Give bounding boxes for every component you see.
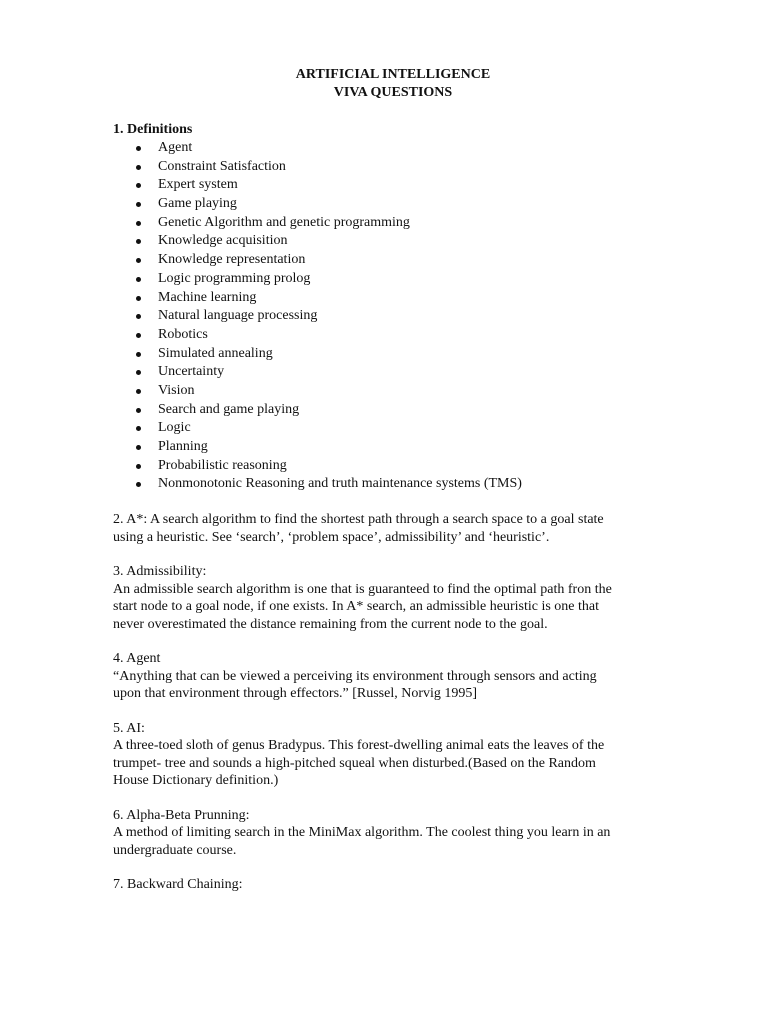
list-item <box>113 176 673 195</box>
bullet-icon <box>136 426 141 431</box>
entry-alpha-beta <box>113 807 673 860</box>
bullet-icon <box>136 408 141 413</box>
bullet-icon <box>136 314 141 319</box>
bullet-icon <box>136 333 141 338</box>
entry-line: “Anything that can be viewed a perceiving its environment through sensors and acting <box>113 668 597 684</box>
entry-heading: 3. Admissibility: <box>113 564 207 580</box>
entry-heading: 4. Agent <box>113 651 161 667</box>
entry-heading: 6. Alpha-Beta Prunning: <box>113 807 250 823</box>
bullet-icon <box>136 445 141 450</box>
entry-backward-chaining <box>113 876 673 894</box>
list-item <box>113 401 673 420</box>
bullet-icon <box>136 146 141 151</box>
list-item-label: Nonmonotonic Reasoning and truth maintenance systems (TMS) <box>158 476 522 492</box>
entry-line: A three-toed sloth of genus Bradypus. This forest-dwelling animal eats the leaves of the <box>113 738 605 754</box>
bullet-icon <box>136 277 141 282</box>
list-item-label: Vision <box>158 382 195 398</box>
list-item <box>113 307 673 326</box>
list-item <box>113 214 673 233</box>
bullet-icon <box>136 183 141 188</box>
bullet-icon <box>136 296 141 301</box>
bullet-icon <box>136 239 141 244</box>
list-item-label: Constraint Satisfaction <box>158 158 286 174</box>
bullet-icon <box>136 389 141 394</box>
entry-line: upon that environment through effectors.” [Russel, Norvig 1995] <box>113 686 478 702</box>
list-item <box>113 438 673 457</box>
section-definitions-heading: 1. Definitions <box>113 122 193 137</box>
entry-agent <box>113 650 673 703</box>
entry-heading: 5. AI: <box>113 720 145 736</box>
entry-line: trumpet- tree and sounds a high-pitched squeal when disturbed.(Based on the Random <box>113 755 596 771</box>
list-item <box>113 382 673 401</box>
document-page <box>113 66 673 894</box>
list-item-label: Logic programming prolog <box>158 270 311 286</box>
list-item <box>113 195 673 214</box>
list-item-label: Planning <box>158 439 208 454</box>
list-item-label: Machine learning <box>158 289 257 305</box>
list-item <box>113 251 673 270</box>
entry-heading: 7. Backward Chaining: <box>113 877 243 893</box>
list-item <box>113 289 673 308</box>
list-item-label: Agent <box>158 140 193 155</box>
list-item-label: Knowledge acquisition <box>158 233 288 249</box>
entry-line: using a heuristic. See ‘search’, ‘problem space’, admissibility’ and ‘heuristic’. <box>113 529 550 545</box>
entry-line: 2. A*: A search algorithm to find the shortest path through a search space to a goal state <box>113 512 604 528</box>
list-item <box>113 457 673 476</box>
entry-ai <box>113 720 673 790</box>
list-item-label: Game playing <box>158 196 237 212</box>
list-item-label: Search and game playing <box>158 401 300 417</box>
bullet-icon <box>136 482 141 487</box>
list-item-label: Natural language processing <box>158 308 318 324</box>
list-item <box>113 363 673 382</box>
entry-line: An admissible search algorithm is one that is guaranteed to find the optimal path fron the <box>113 581 612 597</box>
entry-line: undergraduate course. <box>113 842 237 858</box>
entry-line: never overestimated the distance remaining from the current node to the goal. <box>113 616 548 632</box>
list-item-label: Robotics <box>158 326 208 342</box>
list-item <box>113 232 673 251</box>
bullet-icon <box>136 370 141 375</box>
bullet-icon <box>136 165 141 170</box>
entry-line: House Dictionary definition.) <box>113 773 279 789</box>
list-item <box>113 326 673 345</box>
list-item <box>113 419 673 438</box>
document-title <box>113 66 673 102</box>
definitions-list <box>113 139 673 494</box>
list-item-label: Uncertainty <box>158 364 225 380</box>
list-item-label: Expert system <box>158 177 238 193</box>
title-line-1: ARTIFICIAL INTELLIGENCE <box>295 67 491 82</box>
bullet-icon <box>136 202 141 207</box>
bullet-icon <box>136 258 141 263</box>
list-item <box>113 345 673 364</box>
bullet-icon <box>136 464 141 469</box>
list-item-label: Probabilistic reasoning <box>158 457 287 473</box>
bullet-icon <box>136 221 141 226</box>
list-item-label: Logic <box>158 420 191 436</box>
list-item <box>113 270 673 289</box>
title-line-2: VIVA QUESTIONS <box>333 85 453 100</box>
entry-a-star <box>113 511 673 546</box>
list-item-label: Knowledge representation <box>158 252 306 268</box>
list-item-label: Simulated annealing <box>158 345 273 361</box>
entry-line: A method of limiting search in the MiniMax algorithm. The coolest thing you learn in an <box>113 825 611 841</box>
list-item <box>113 475 673 494</box>
bullet-icon <box>136 352 141 357</box>
entry-admissibility <box>113 563 673 633</box>
entry-line: start node to a goal node, if one exists. In A* search, an admissible heuristic is one that <box>113 599 599 615</box>
list-item <box>113 139 673 158</box>
list-item-label: Genetic Algorithm and genetic programming <box>158 214 410 230</box>
list-item <box>113 158 673 177</box>
